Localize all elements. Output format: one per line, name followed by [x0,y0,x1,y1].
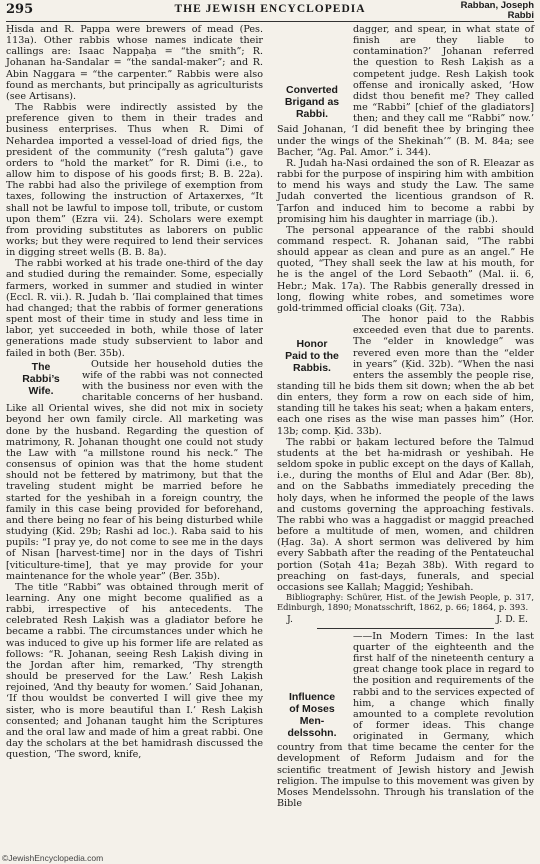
paragraph: The Rabbis were indirectly assisted by the preference given to them in their trades and business enterprises. Thus when R. Dimi of Nehardea imported a vessel-load of dried figs, the president of the community (“resh galuta”) gave orders to “hold the market” for R. Dimi (i.e., to allow him to dispose of his goods first; B. B. 22a). The rabbi had also the privilege of exemption from taxes, following the instruction of Artaxerxes, “It shall not be lawful to impose toll, tribute, or custom upon them” (Ezra vii. 24). Scholars were exempt from providing substitutes as laborers on public works; but they were required to lend their services in digging street wells (B. B. 8a). [6,102,263,259]
sidenote-honor-paid: Honor Paid to the Rabbis. [285,338,339,375]
header-rule [6,21,534,22]
sidenote-influence-mendelssohn: Influence of Moses Men- delssohn. [287,690,337,739]
journal-title: THE JEWISH ENCYCLOPEDIA [174,3,366,15]
running-head-line2: Rabbi [507,9,534,21]
paragraph: The title “Rabbi” was obtained through merit of learning. Any one might become qualified as a rabbi, irrespective of his antecedents. The celebrated Resh Laḳish was a gladiator before he became a rabbi. The circumstances under which he was induced to give up his former life are related as follows: “R. Johanan, seeing Resh Laḳish diving in the Jordan after him, remarked, ‘Thy strength should be preserved for the Law.’ Resh Laḳish rejoined, ‘And thy beauty for women.’ Said Johanan, ‘If thou wouldst be converted I will give thee my sister, who is more beautiful than I.’ Resh Laḳish consented; and Johanan taught him the Scriptures and the oral law and made of him a great rabbi. One day the scholars at the bet hamidrash discussed the question, ‘The sword, knife, [6,581,263,761]
section-divider [317,628,494,629]
paragraph: The rabbi or ḥakam lectured before the Talmud students at the bet ha-midrash or yeshibah. He seldom spoke in public except on the days of Kallah, i.e., during the months of Elul and Adar (Ber. 8b), and on the Sabbaths immediately preceding the holy days, when he informed the people of the laws and customs governing the approaching festivals. The rabbi who was a haggadist or maggid preached before a multitude of men, women, and children (Ḥag. 3a). A short sermon was delivered by him every Sabbath after the reading of the Pentateuchal portion (Soṭah 41a; Beẓah 38b). With regard to preaching on fast-days, funerals, and special occasions see Kallah; Maggid; Yeshibah. [277,436,534,593]
paragraph: Ḥisda and R. Pappa were brewers of mead (Pes. 113a). Other rabbis whose names indicate their callings are: Isaac Nappaḥa = “the smith”; R. Johanan ha-Sandalar = “the sandal-maker”; and R. Abin Naggara = “the carpenter.” Rabbis were also found as merchants, but principally as agriculturists (see Artisans). [6,24,263,102]
left-column [6,24,263,760]
signature-left: J. [287,613,293,625]
bibliography: Bibliography: Schürer, Hist. of the Jewish People, p. 317, Edinburgh, 1890; Monatsschrift, 1862, p. 66; 1864, p. 393. [277,591,534,612]
running-head-line1: Rabban, Joseph [460,0,534,11]
right-column [277,24,534,809]
paragraph: ——In Modern Times: In the last quarter of the eighteenth and the first half of the nineteenth century a great change took place in regard to the position and requirements of the rabbi and to the services expected of him, a change which finally amounted to a complete revolution of former ideas. This change originated in Germany, which country from that time became the center for the development of Reform Judaism and for the scientific treatment of Jewish history and Jewish religion. The impulse to this movement was given by Moses Mendelssohn. Through his translation of the Bible [277,630,534,810]
paragraph: The honor paid to the Rabbis exceeded even that due to parents. The “elder in knowledge” was revered even more than the “elder in years” (Ḳid. 32b). “When the nasi enters the assembly the people rise, standing till he bids them sit down; when the ab bet din enters, they form a row on each side of him, standing till he takes his seat; when a ḥakam enters, each one rises as the wise man passes him” (Hor. 13b; comp. Ḳid. 33b). [277,314,534,437]
signature-right: J. D. E. [496,613,528,625]
paragraph: R. Judah ha-Nasi ordained the son of R. Eleazar as rabbi for the purpose of inspiring him with ambition to mend his ways and study the Law. The same Judah converted the licentious grandson of R. Ṭarfon and induced him to become a rabbi by promising him his daughter in marriage (ib.). [277,157,534,225]
running-head [461,1,534,20]
paragraph: dagger, and spear, in what state of finish are they liable to contamination?’ Johanan referred the question to Resh Laḳish as a competent judge. Resh Laḳish took offense and ironically asked, ‘How didst thou benefit me? They called me “Rabbi” [chief of the gladiators] then; and they call me “Rabbi” now.’ Said Johanan, ‘I did benefit thee by bringing thee under the wings of the Shekinah’” (B. M. 84a; see Bacher, “Ag. Pal. Amor.” i. 344). [277,24,534,158]
signature [277,614,534,625]
footer-watermark: ©JewishEncyclopedia.com [2,853,104,863]
paragraph: Outside her household duties the wife of the rabbi was not connected with the business nor even with the charitable concerns of her husband. Like all Oriental wives, she did not mix in society beyond her own family circle. All marketing was done by the husband. Regarding the question of matrimony, R. Johanan thought one could not study the Law with “a millstone round his neck.” The consensus of opinion was that the home student should not be fettered by matrimony, but that the traveling student might be married before he started for the yeshibah in a foreign country, the family in this case being provided for beforehand, and there being no fear of his being disturbed while studying (Ḳid. 29b; Rashi ad loc.). Raba said to his pupils: “I pray ye, do not come to see me in the days of Nisan [harvest-time] nor in the days of Tishri [viticulture-time], that ye may provide for your maintenance for the whole year” (Ber. 35b). [6,358,263,582]
sidenote-rabbis-wife: The Rabbi’s Wife. [22,360,60,397]
page-header [6,0,534,20]
paragraph: The rabbi worked at his trade one-third of the day and studied during the remainder. Some, especially farmers, worked in summer and studied in winter (Eccl. R. vii.). R. Judah b. ’Ilai complained that times had changed; that the rabbis of former generations spent most of their time in study and less time in labor, yet succeeded in both, while those of later generations made study subservient to labor and failed in both (Ber. 35b). [6,258,263,359]
paragraph: The personal appearance of the rabbi should command respect. R. Johanan said, “The rabbi should appear as clean and pure as an angel.” He quoted, “They shall seek the law at his mouth, for he is the angel of the Lord Sebaoth” (Mal. ii. 6, Hebr.; Mak. 17a). The Rabbis generally dressed in long, flowing white robes, and sometimes wore gold-trimmed official cloaks (Giṭ. 73a). [277,224,534,314]
page-number: 295 [6,2,34,17]
sidenote-converted-brigand: Converted Brigand as Rabbi. [284,84,340,120]
